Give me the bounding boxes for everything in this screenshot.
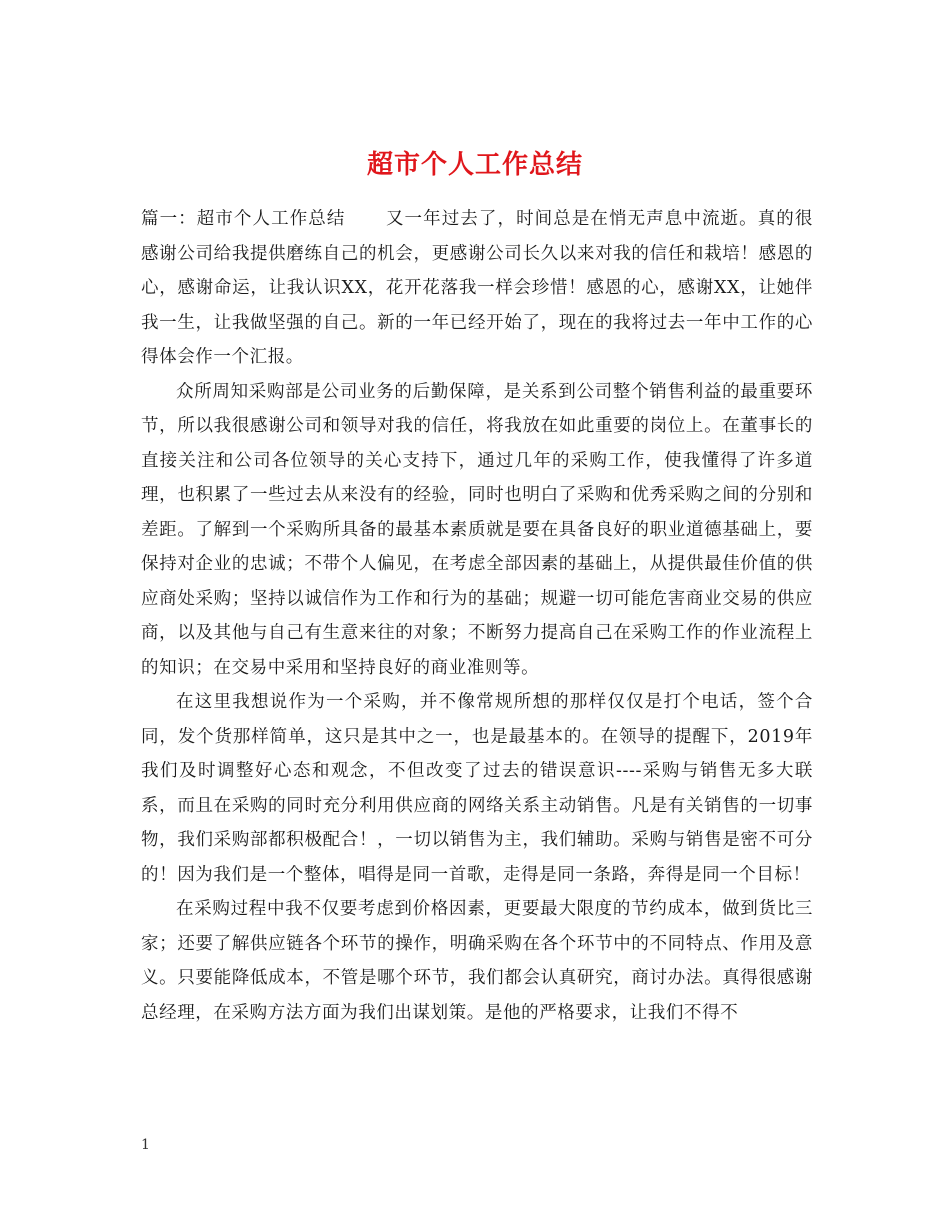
- document-body: [141, 202, 813, 1030]
- body-paragraph-1: 众所周知采购部是公司业务的后勤保障，是关系到公司整个销售利益的最重要环节，所以我很感谢公司和领导对我的信任，将我放在如此重要的岗位上。在董事长的直接关注和公司各位领导的关心支持下，通过几年的采购工作，使我懂得了许多道理，也积累了一些过去从来没有的经验，同时也明白了采购和优秀采购之间的分别和差距。了解到一个采购所具备的最基本素质就是要在具备良好的职业道德基础上，要保持对企业的忠诚；不带个人偏见，在考虑全部因素的基础上，从提供最佳价值的供应商处采购；坚持以诚信作为工作和行为的基础；规避一切可能危害商业交易的供应商，以及其他与自己有生意来往的对象；不断努力提高自己在采购工作的作业流程上的知识；在交易中采用和坚持良好的商业准则等。: [141, 381, 813, 678]
- body-paragraph-3: 在采购过程中我不仅要考虑到价格因素，更要最大限度的节约成本，做到货比三家；还要了解供应链各个环节的操作，明确采购在各个环节中的不同特点、作用及意义。只要能降低成本，不管是哪个环节，我们都会认真研究，商讨办法。真得很感谢总经理，在采购方法方面为我们出谋划策。是他的严格要求，让我们不得不: [141, 899, 813, 1023]
- document-title: 超市个人工作总结: [366, 150, 583, 181]
- page-number: 1: [141, 1137, 150, 1153]
- intro-text: 又一年过去了，时间总是在悄无声息中流逝。真的很感谢公司给我提供磨练自己的机会，更感谢公司长久以来对我的信任和栽培！感恩的心，感谢命运，让我认识XX，花开花落我一样会珍惜！感恩的心，感谢XX，让她伴我一生，让我做坚强的自己。新的一年已经开始了，现在的我将过去一年中工作的心得体会作一个汇报。: [141, 209, 813, 367]
- intro-label: 篇一：超市个人工作总结: [141, 209, 346, 229]
- intro-paragraph: [141, 202, 813, 375]
- body-paragraph-2: 在这里我想说作为一个采购，并不像常规所想的那样仅仅是打个电话，签个合同，发个货那样简单，这只是其中之一，也是最基本的。在领导的提醒下，2019年我们及时调整好心态和观念，不但改变了过去的错误意识----采购与销售无多大联系，而且在采购的同时充分利用供应商的网络关系主动销售。凡是有关销售的一切事物，我们采购部都积极配合！，一切以销售为主，我们辅助。采购与销售是密不可分的！因为我们是一个整体，唱得是同一首歌，走得是同一条路，奔得是同一个目标！: [141, 692, 813, 885]
